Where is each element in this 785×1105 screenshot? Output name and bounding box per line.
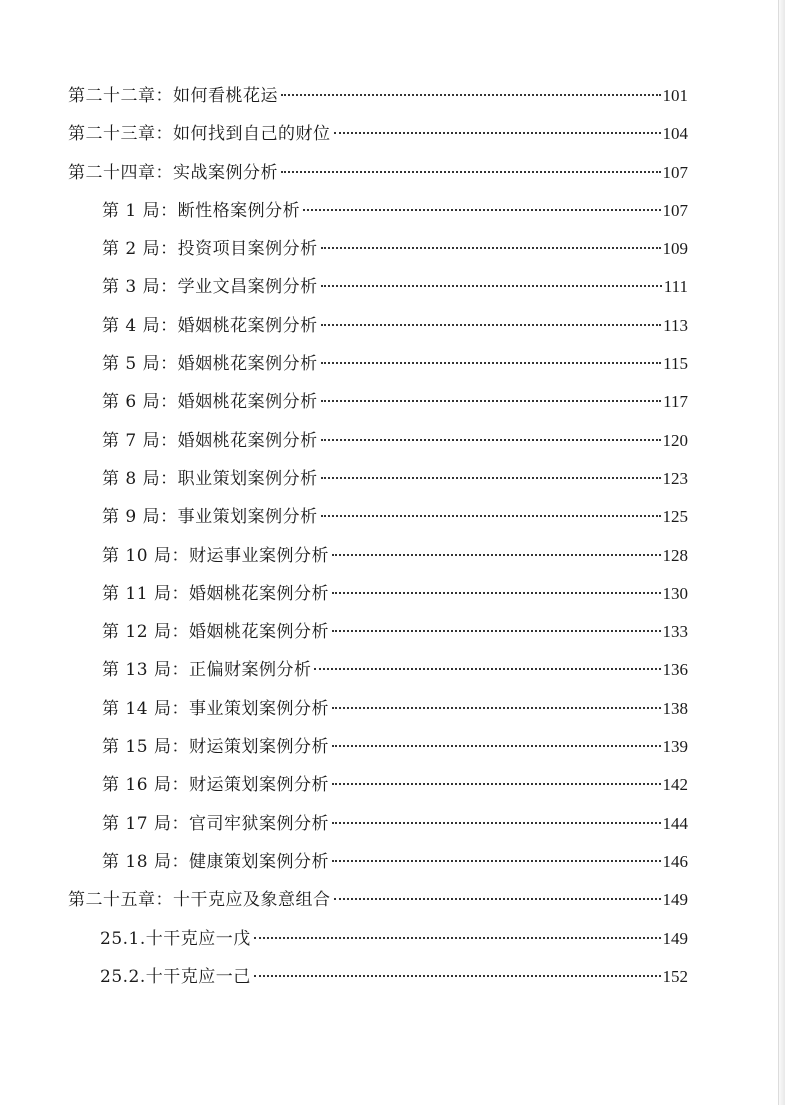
- page-edge: [778, 0, 785, 1105]
- dot-leader: [281, 170, 661, 173]
- toc-chapter-entry[interactable]: [68, 885, 688, 923]
- dot-leader: [321, 399, 662, 402]
- toc-section-entry[interactable]: [68, 655, 688, 693]
- toc-entry-page-number: 101: [662, 86, 688, 105]
- toc-entry-page-number: 109: [662, 239, 688, 259]
- toc-entry-title: 第 14 局：事业策划案例分析: [102, 698, 329, 719]
- toc-entry-title: 第二十五章：十干克应及象意组合: [68, 890, 331, 911]
- toc-entry-title: 第 16 局：财运策划案例分析: [102, 775, 329, 796]
- toc-entry-page-number: 136: [662, 660, 688, 680]
- table-of-contents: [68, 81, 688, 1000]
- toc-section-entry[interactable]: [68, 847, 688, 885]
- toc-section-entry[interactable]: [68, 579, 688, 617]
- toc-section-entry[interactable]: [68, 962, 688, 1000]
- toc-entry-title: 第 10 局：财运事业案例分析: [102, 545, 329, 566]
- toc-section-entry[interactable]: [68, 234, 688, 272]
- dot-leader: [334, 131, 661, 134]
- toc-entry-page-number: 120: [662, 430, 688, 450]
- toc-section-entry[interactable]: [68, 617, 688, 655]
- dot-leader: [321, 438, 661, 441]
- toc-entry-title: 第 5 局：婚姻桃花案例分析: [102, 354, 318, 375]
- dot-leader: [321, 284, 662, 287]
- toc-entry-title: 第 6 局：婚姻桃花案例分析: [102, 392, 318, 413]
- toc-section-entry[interactable]: [68, 732, 688, 770]
- dot-leader: [254, 974, 661, 977]
- dot-leader: [332, 706, 661, 709]
- toc-entry-title: 第 9 局：事业策划案例分析: [102, 507, 318, 528]
- toc-entry-title: 第 7 局：婚姻桃花案例分析: [102, 430, 318, 451]
- toc-section-entry[interactable]: [68, 464, 688, 502]
- toc-entry-title: 第 4 局：婚姻桃花案例分析: [102, 315, 318, 336]
- dot-leader: [303, 208, 660, 211]
- toc-entry-page-number: 144: [662, 813, 688, 833]
- toc-entry-title: 第 1 局：断性格案例分析: [102, 200, 301, 221]
- toc-chapter-entry[interactable]: [68, 81, 688, 119]
- toc-entry-title: 25.2.十干克应一己: [100, 966, 251, 987]
- toc-entry-page-number: 117: [663, 392, 688, 412]
- toc-entry-page-number: 107: [662, 200, 688, 220]
- toc-entry-title: 第 3 局：学业文昌案例分析: [102, 277, 318, 298]
- toc-entry-page-number: 111: [663, 277, 688, 297]
- toc-section-entry[interactable]: [68, 349, 688, 387]
- dot-leader: [332, 553, 661, 556]
- toc-section-entry[interactable]: [68, 196, 688, 234]
- toc-section-entry[interactable]: [68, 541, 688, 579]
- toc-entry-page-number: 133: [662, 622, 688, 642]
- toc-section-entry[interactable]: [68, 809, 688, 847]
- dot-leader: [254, 936, 661, 939]
- toc-entry-page-number: 104: [662, 124, 688, 144]
- toc-section-entry[interactable]: [68, 311, 688, 349]
- dot-leader: [321, 514, 661, 517]
- toc-entry-page-number: 107: [662, 162, 688, 182]
- dot-leader: [321, 323, 662, 326]
- toc-entry-page-number: 123: [662, 468, 688, 488]
- toc-entry-title: 第 13 局：正偏财案例分析: [102, 660, 312, 681]
- toc-entry-page-number: 125: [662, 507, 688, 527]
- toc-section-entry[interactable]: [68, 426, 688, 464]
- dot-leader: [332, 744, 661, 747]
- dot-leader: [332, 821, 661, 824]
- dot-leader: [314, 667, 660, 670]
- toc-entry-page-number: 128: [662, 545, 688, 565]
- toc-entry-title: 第 18 局：健康策划案例分析: [102, 851, 329, 872]
- toc-entry-page-number: 149: [662, 890, 688, 910]
- toc-entry-title: 第 12 局：婚姻桃花案例分析: [102, 622, 329, 643]
- toc-section-entry[interactable]: [68, 387, 688, 425]
- toc-entry-title: 第 15 局：财运策划案例分析: [102, 737, 329, 758]
- dot-leader: [321, 361, 662, 364]
- toc-section-entry[interactable]: [68, 924, 688, 962]
- dot-leader: [332, 629, 661, 632]
- toc-entry-page-number: 138: [662, 698, 688, 718]
- toc-section-entry[interactable]: [68, 694, 688, 732]
- toc-entry-page-number: 142: [662, 775, 688, 795]
- toc-chapter-entry[interactable]: [68, 158, 688, 196]
- toc-entry-page-number: 139: [662, 737, 688, 757]
- toc-entry-title: 第二十四章：实战案例分析: [68, 162, 278, 183]
- toc-section-entry[interactable]: [68, 502, 688, 540]
- toc-entry-title: 第 11 局：婚姻桃花案例分析: [102, 583, 329, 604]
- dot-leader: [332, 859, 661, 862]
- toc-entry-page-number: 113: [663, 315, 688, 335]
- dot-leader: [281, 93, 661, 96]
- dot-leader: [321, 476, 661, 479]
- toc-entry-title: 第二十三章：如何找到自己的财位: [68, 124, 331, 145]
- dot-leader: [321, 246, 661, 249]
- toc-entry-page-number: 115: [663, 354, 688, 374]
- toc-entry-page-number: 152: [662, 966, 688, 986]
- dot-leader: [332, 591, 661, 594]
- toc-entry-title: 第 2 局：投资项目案例分析: [102, 239, 318, 260]
- toc-entry-title: 第 8 局：职业策划案例分析: [102, 468, 318, 489]
- toc-entry-title: 第 17 局：官司牢狱案例分析: [102, 813, 329, 834]
- dot-leader: [332, 782, 661, 785]
- toc-section-entry[interactable]: [68, 770, 688, 808]
- toc-entry-page-number: 130: [662, 583, 688, 603]
- toc-entry-title: 第二十二章：如何看桃花运: [68, 86, 278, 106]
- toc-entry-title: 25.1.十干克应一戊: [100, 928, 251, 949]
- toc-section-entry[interactable]: [68, 272, 688, 310]
- toc-chapter-entry[interactable]: [68, 119, 688, 157]
- dot-leader: [334, 897, 661, 900]
- toc-entry-page-number: 146: [662, 851, 688, 871]
- toc-entry-page-number: 149: [662, 928, 688, 948]
